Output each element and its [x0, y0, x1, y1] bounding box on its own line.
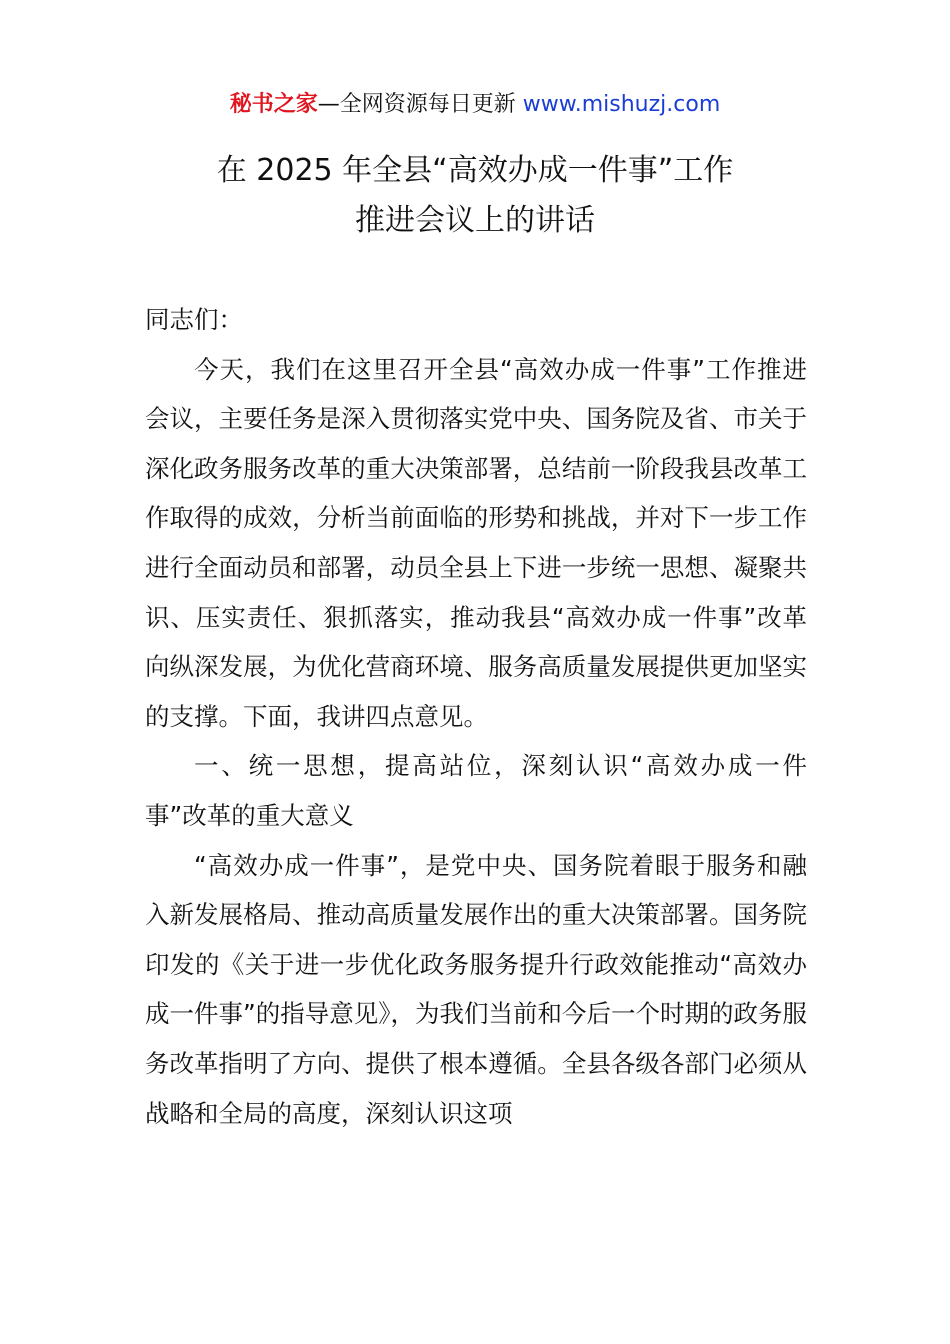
header-tagline: —全网资源每日更新: [317, 92, 516, 117]
document-title: [0, 146, 950, 246]
title-line-1: 在 2025 年全县“高效办成一件事”工作: [216, 153, 734, 188]
document-body: [145, 295, 807, 1138]
paragraph-section-1: “高效办成一件事”，是党中央、国务院着眼于服务和融入新发展格局、推动高质量发展作出的重大决策部署。国务院印发的《关于进一步优化政务服务提升行政效能推动“高效办成一件事”的指导意见》，为我们当前和今后一个时期的政务服务改革指明了方向、提供了根本遵循。全县各级各部门必须从战略和全局的高度，深刻认识这项: [145, 850, 807, 1128]
brand-name: 秘书之家: [229, 92, 318, 117]
section-heading-1: 一、统一思想，提高站位，深刻认识“高效办成一件事”改革的重大意义: [145, 751, 807, 830]
salutation: 同志们：: [145, 305, 243, 334]
title-line-2: 推进会议上的讲话: [355, 203, 595, 238]
paragraph-intro: 今天，我们在这里召开全县“高效办成一件事”工作推进会议，主要任务是深入贯彻落实党中央、国务院及省、市关于深化政务服务改革的重大决策部署，总结前一阶段我县改革工作取得的成效，分析当前面临的形势和挑战，并对下一步工作进行全面动员和部署，动员全县上下进一步统一思想、凝聚共识、压实责任、狠抓落实，推动我县“高效办成一件事”改革向纵深发展，为优化营商环境、服务高质量发展提供更加坚实的支撑。下面，我讲四点意见。: [145, 354, 807, 731]
site-header: [0, 88, 950, 122]
site-url-link[interactable]: www.mishuzj.com: [522, 92, 721, 117]
